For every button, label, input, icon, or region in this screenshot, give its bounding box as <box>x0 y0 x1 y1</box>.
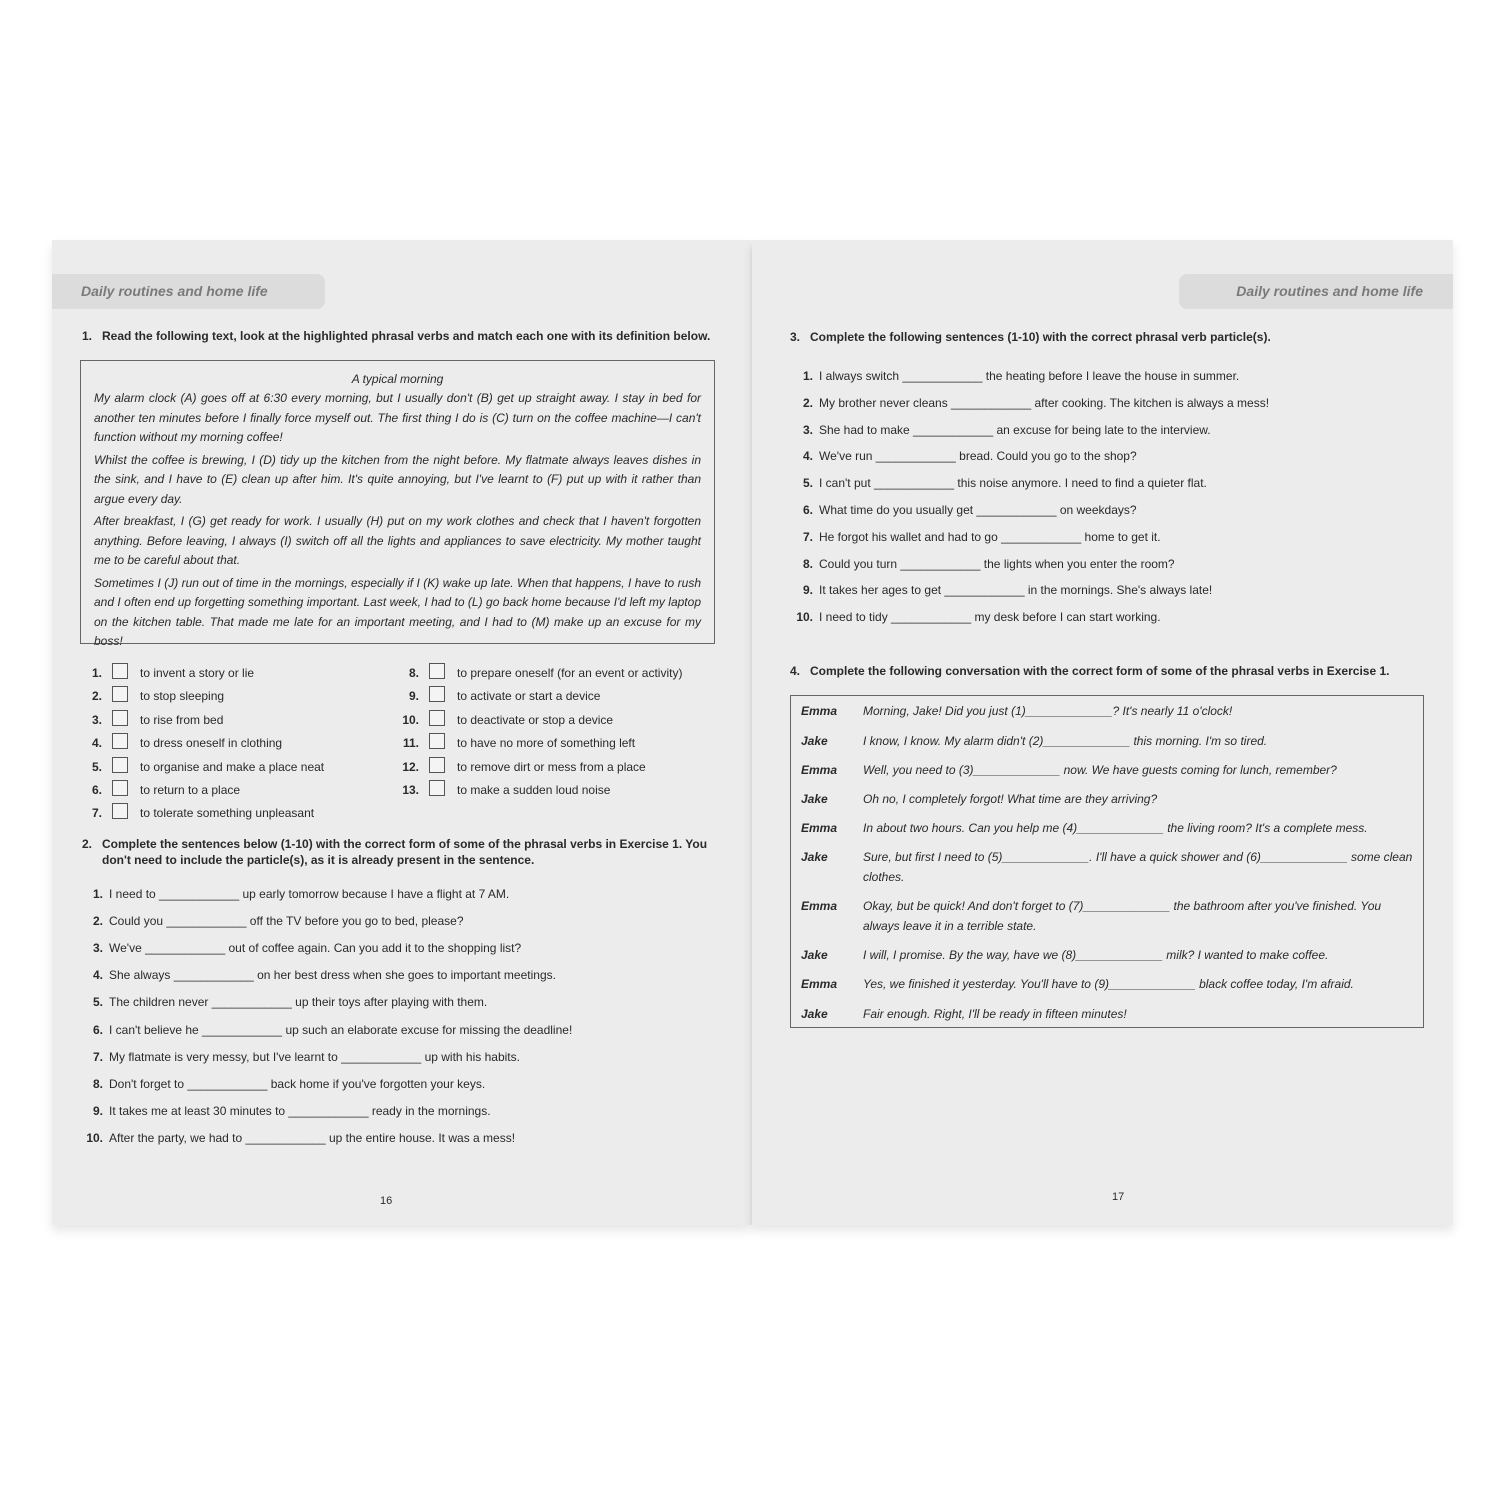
definition-row <box>402 733 719 753</box>
exercise-3-instruction <box>790 329 1430 345</box>
passage-paragraph: My alarm clock (A) goes off at 6:30 every morning, but I usually don't (B) get up straight away. I stay in bed for another ten minutes before I finally force myself out. The first thing I do is (C) turn on the coffee machine—I can't function without my morning coffee! <box>94 391 701 444</box>
sentence-row <box>790 395 1269 411</box>
definition-number: 13. <box>402 783 419 797</box>
definition-text: to make a sudden loud noise <box>457 783 611 797</box>
line-text: Morning, Jake! Did you just (1)_____________? It's nearly 11 o'clock! <box>863 704 1233 718</box>
line-text: Sure, but first I need to (5)_____________. I'll have a quick shower and (6)_____________ some clean clothes. <box>863 850 1413 884</box>
sentence-text: My flatmate is very messy, but I've learnt to ____________ up with his habits. <box>109 1049 520 1064</box>
sentence-number: 5. <box>92 995 103 1010</box>
sentence-text: I can't believe he ____________ up such an elaborate excuse for missing the deadline! <box>109 1022 573 1037</box>
answer-checkbox[interactable] <box>429 663 445 679</box>
answer-checkbox[interactable] <box>112 757 128 773</box>
speaker-name: Emma <box>801 763 838 777</box>
sentence-number: 6. <box>92 1022 103 1037</box>
sentence-row <box>790 609 1161 625</box>
sentence-row <box>790 556 1175 572</box>
definition-number: 9. <box>408 689 419 704</box>
definition-text: to rise from bed <box>140 712 224 727</box>
definition-row <box>91 780 402 800</box>
definition-text: to return to a place <box>140 783 241 797</box>
definition-number: 10. <box>402 712 419 727</box>
sentence-number: 1. <box>802 369 813 383</box>
answer-checkbox[interactable] <box>112 710 128 726</box>
page-number-left: 16 <box>380 1195 393 1207</box>
definition-row <box>408 686 719 706</box>
sentence-row <box>80 967 556 983</box>
speaker-name: Emma <box>801 704 838 718</box>
definition-number: 5. <box>91 759 102 774</box>
answer-checkbox[interactable] <box>429 757 445 773</box>
definition-text: to dress oneself in clothing <box>140 736 283 751</box>
sentence-number: 6. <box>802 503 813 517</box>
speaker-name: Jake <box>801 850 828 864</box>
exercise-2-text: Complete the sentences below (1-10) with the correct form of some of the phrasal verbs in Exercise 1. You don't need to include the particle(s), as it is already present in the sentence. <box>102 837 708 867</box>
sentence-text: I need to tidy ____________ my desk before I can start working. <box>819 610 1161 625</box>
sentence-number: 1. <box>92 887 103 901</box>
sentence-number: 10. <box>796 610 813 625</box>
exercise-1-instruction <box>82 328 722 344</box>
sentence-number: 2. <box>802 395 813 410</box>
sentence-number: 7. <box>92 1049 103 1064</box>
exercise-4-text: Complete the following conversation with the correct form of some of the phrasal verbs in Exercise 1. <box>810 664 1390 678</box>
exercise-1-number: 1. <box>82 329 93 343</box>
speaker-name: Emma <box>801 977 838 991</box>
sentence-row <box>790 475 1207 491</box>
sentence-number: 3. <box>92 941 103 956</box>
answer-checkbox[interactable] <box>429 686 445 702</box>
sentence-text: I need to ____________ up early tomorrow because I have a flight at 7 AM. <box>109 887 510 901</box>
definition-number: 2. <box>91 689 102 704</box>
sentence-text: I can't put ____________ this noise anymore. I need to find a quieter flat. <box>819 476 1207 491</box>
sentence-text: Don't forget to ____________ back home if you've forgotten your keys. <box>109 1076 486 1091</box>
definition-row <box>408 663 719 683</box>
sentence-number: 9. <box>802 583 813 598</box>
sentence-text: Could you ____________ off the TV before you go to bed, please? <box>109 914 464 929</box>
definition-number: 3. <box>91 712 102 727</box>
definition-row <box>402 780 719 800</box>
definition-text: to tolerate something unpleasant <box>140 806 315 821</box>
definition-row <box>91 663 402 683</box>
left-page <box>52 240 750 1225</box>
sentence-text: I always switch ____________ the heating before I leave the house in summer. <box>819 369 1240 383</box>
answer-checkbox[interactable] <box>112 686 128 702</box>
sentence-number: 8. <box>802 556 813 571</box>
line-text: In about two hours. Can you help me (4)_____________ the living room? It's a complete mess. <box>863 821 1368 835</box>
definition-number: 4. <box>91 736 102 751</box>
sentence-text: My brother never cleans ____________ after cooking. The kitchen is always a mess! <box>819 395 1270 410</box>
definition-row <box>91 803 402 823</box>
definition-text: to invent a story or lie <box>140 666 255 680</box>
sentence-text: It takes me at least 30 minutes to ____________ ready in the mornings. <box>109 1103 491 1118</box>
exercise-2-number: 2. <box>82 837 93 851</box>
exercise-3-number: 3. <box>790 330 801 344</box>
exercise-3-text: Complete the following sentences (1-10) with the correct phrasal verb particle(s). <box>810 330 1271 344</box>
speaker-name: Emma <box>801 899 838 913</box>
sentence-text: The children never ____________ up their toys after playing with them. <box>109 995 488 1010</box>
line-text: Oh no, I completely forgot! What time are they arriving? <box>863 792 1158 806</box>
exercise-2-instruction <box>82 836 722 868</box>
line-text: I will, I promise. By the way, have we (8)_____________ milk? I wanted to make coffee. <box>863 948 1329 962</box>
sentence-row <box>790 582 1212 598</box>
sentence-row <box>80 886 509 902</box>
sentence-text: Could you turn ____________ the lights when you enter the room? <box>819 556 1175 571</box>
sentence-text: After the party, we had to ____________ up the entire house. It was a mess! <box>109 1130 516 1145</box>
definition-row <box>91 710 402 730</box>
sentence-number: 4. <box>802 449 813 464</box>
definition-number: 8. <box>408 666 419 680</box>
definition-number: 1. <box>91 666 102 680</box>
exercise-4-instruction <box>790 663 1430 679</box>
definition-row <box>91 733 402 753</box>
sentence-text: She always ____________ on her best dress when she goes to important meetings. <box>109 968 556 983</box>
sentence-row <box>80 1130 515 1146</box>
definition-text: to organise and make a place neat <box>140 759 325 774</box>
answer-checkbox[interactable] <box>112 733 128 749</box>
sentence-number: 9. <box>92 1103 103 1118</box>
definition-text: to deactivate or stop a device <box>457 712 614 727</box>
sentence-row <box>80 1076 485 1092</box>
line-text: Yes, we finished it yesterday. You'll have to (9)_____________ black coffee today, I'm afraid. <box>863 977 1354 991</box>
sentence-row <box>80 994 487 1010</box>
line-text: I know, I know. My alarm didn't (2)_____________ this morning. I'm so tired. <box>863 734 1268 748</box>
sentence-text: He forgot his wallet and had to go ____________ home to get it. <box>819 529 1161 544</box>
sentence-row <box>790 448 1137 464</box>
section-tab-left: Daily routines and home life <box>52 274 325 309</box>
speaker-name: Jake <box>801 734 828 748</box>
line-text: Well, you need to (3)_____________ now. We have guests coming for lunch, remember? <box>863 763 1337 777</box>
sentence-row <box>790 529 1161 545</box>
sentence-row <box>790 368 1239 384</box>
exercise-1-text: Read the following text, look at the highlighted phrasal verbs and match each one with its definition below. <box>102 329 711 343</box>
definition-number: 12. <box>402 759 419 774</box>
reading-passage <box>80 360 715 648</box>
sentence-row <box>80 1103 491 1119</box>
passage-paragraph: Sometimes I (J) run out of time in the mornings, especially if I (K) wake up late. When that happens, I have to rush and I often end up forgetting something important. Last week, I had to (L) go back home because I'd left my laptop on the kitchen table. That made me late for an important meeting, and I had to (M) make up an excuse for my boss! <box>94 575 701 648</box>
speaker-name: Jake <box>801 948 828 962</box>
sentence-row <box>790 502 1137 518</box>
sentence-row <box>790 422 1211 438</box>
line-text: Okay, but be quick! And don't forget to (7)_____________ the bathroom after you've finished. You always leave it in a terrible state. <box>863 899 1382 933</box>
sentence-text: We've ____________ out of coffee again. Can you add it to the shopping list? <box>109 941 522 956</box>
right-page <box>752 240 1453 1225</box>
passage-paragraph: Whilst the coffee is brewing, I (D) tidy up the kitchen from the night before. My flatmate always leaves dishes in the sink, and I have to (E) clean up after him. It's quite annoying, but I've learnt to (F) put up with it rather than argue every day. <box>94 452 701 506</box>
definition-row <box>402 710 719 730</box>
definition-row <box>91 686 402 706</box>
sentence-text: It takes her ages to get ____________ in the mornings. She's always late! <box>819 583 1213 598</box>
definition-row <box>91 757 402 777</box>
definition-row <box>402 757 719 777</box>
passage-paragraph: After breakfast, I (G) get ready for work. I usually (H) put on my work clothes and check that I haven't forgotten anything. Before leaving, I always (I) switch off all the lights and appliances to save electricity. My mother taught me to be careful about that. <box>94 514 701 567</box>
passage-title: A typical morning <box>351 372 444 386</box>
exercise-4-number: 4. <box>790 664 801 678</box>
sentence-number: 5. <box>802 476 813 491</box>
definition-number: 6. <box>91 783 102 797</box>
speaker-name: Jake <box>801 792 828 806</box>
definition-text: to prepare oneself (for an event or activity) <box>457 666 683 680</box>
answer-checkbox[interactable] <box>429 710 445 726</box>
sentence-number: 7. <box>802 529 813 544</box>
definition-number: 7. <box>91 806 102 821</box>
definition-text: to stop sleeping <box>140 689 225 704</box>
sentence-text: What time do you usually get ____________ on weekdays? <box>819 503 1137 517</box>
sentence-text: She had to make ____________ an excuse for being late to the interview. <box>819 422 1211 437</box>
sentence-text: We've run ____________ bread. Could you go to the shop? <box>819 449 1137 464</box>
page-number-right: 17 <box>1112 1191 1125 1203</box>
sentence-number: 2. <box>92 914 103 929</box>
answer-checkbox[interactable] <box>112 803 128 819</box>
answer-checkbox[interactable] <box>112 663 128 679</box>
answer-checkbox[interactable] <box>429 733 445 749</box>
definition-number: 11. <box>402 736 419 751</box>
conversation-box <box>790 695 1424 1028</box>
line-text: Fair enough. Right, I'll be ready in fifteen minutes! <box>863 1007 1127 1021</box>
sentence-row <box>80 940 521 956</box>
definition-text: to activate or start a device <box>457 689 601 704</box>
section-tab-right: Daily routines and home life <box>1179 274 1453 309</box>
sentence-row <box>80 1049 520 1065</box>
sentence-number: 3. <box>802 422 813 437</box>
definition-text: to have no more of something left <box>457 736 636 751</box>
sentence-number: 8. <box>92 1076 103 1091</box>
sentence-number: 10. <box>86 1130 103 1145</box>
answer-checkbox[interactable] <box>429 780 445 796</box>
sentence-row <box>80 913 464 929</box>
sentence-number: 4. <box>92 968 103 983</box>
sentence-row <box>80 1022 572 1038</box>
answer-checkbox[interactable] <box>112 780 128 796</box>
speaker-name: Emma <box>801 821 838 835</box>
speaker-name: Jake <box>801 1007 828 1021</box>
definition-text: to remove dirt or mess from a place <box>457 759 646 774</box>
